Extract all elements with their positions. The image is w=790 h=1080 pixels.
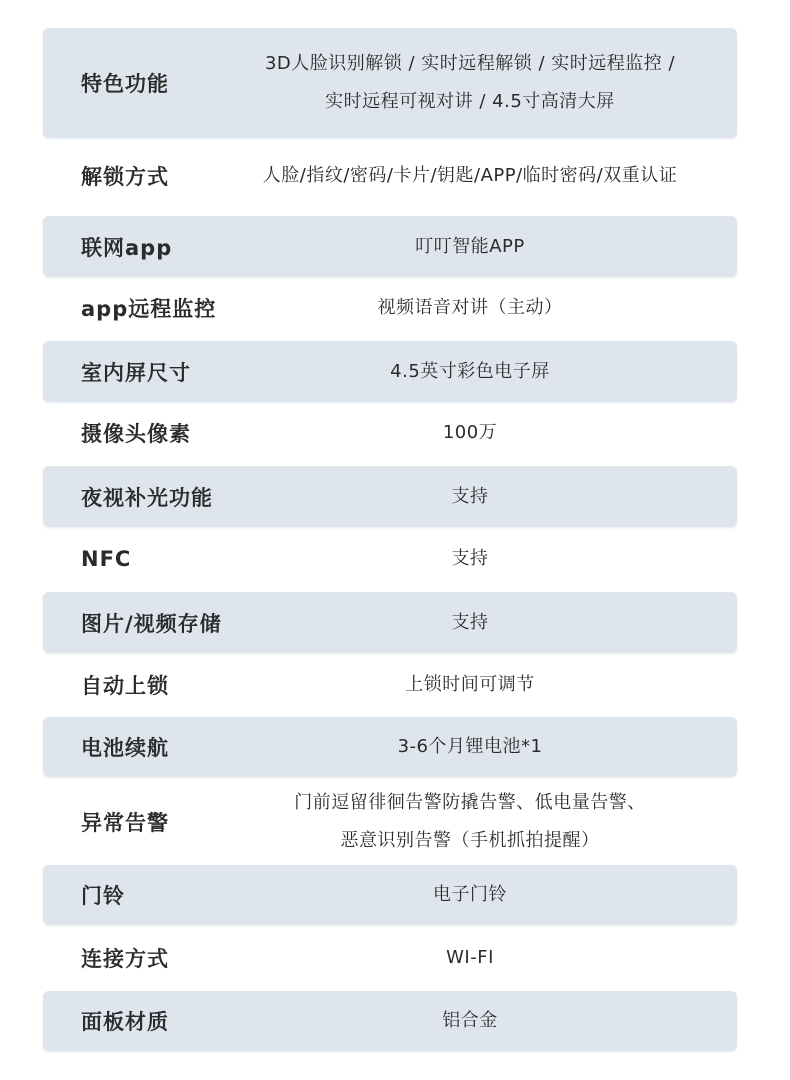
spec-value: [203, 1002, 737, 1040]
spec-value: [203, 728, 737, 766]
spec-value: [203, 414, 737, 452]
spec-value-line: 支持: [451, 548, 489, 569]
spec-value-line: 支持: [451, 611, 489, 633]
spec-value: [203, 540, 737, 578]
spec-row-unlock-methods: [43, 145, 737, 207]
spec-value: [203, 228, 737, 266]
spec-value-line: 恶意识别告警（手机抓拍提醒）: [340, 830, 600, 851]
spec-row-connection: [43, 929, 737, 987]
spec-row-remote-monitor: [43, 279, 737, 337]
spec-value: [203, 876, 737, 914]
spec-value: [203, 666, 737, 704]
spec-value-line: 人脸/指纹/密码/卡片/钥匙/APP/临时密码/双重认证: [262, 165, 678, 186]
spec-value-line: 叮叮智能APP: [415, 235, 525, 257]
spec-label: 夜视补光功能: [81, 485, 213, 510]
spec-row-battery: [43, 717, 737, 777]
spec-label: 特色功能: [81, 72, 169, 96]
spec-label: app远程监控: [81, 297, 217, 321]
spec-value: [203, 289, 737, 327]
spec-value-line: 铝合金: [442, 1010, 498, 1031]
spec-value: [203, 604, 737, 642]
spec-value: [203, 478, 737, 516]
spec-value: [203, 157, 737, 195]
spec-row-doorbell: [43, 865, 737, 925]
spec-row-app: [43, 216, 737, 277]
spec-label: 联网app: [81, 235, 173, 260]
spec-value: [203, 939, 737, 977]
spec-value: [203, 784, 737, 860]
spec-label: 连接方式: [81, 947, 169, 971]
spec-row-auto-lock: [43, 656, 737, 714]
spec-label: 摄像头像素: [81, 422, 191, 446]
spec-label: 解锁方式: [81, 165, 169, 189]
spec-value-line: 视频语音对讲（主动）: [377, 297, 563, 318]
spec-value-line: 电子门铃: [433, 884, 507, 905]
spec-label: 电池续航: [81, 736, 169, 760]
spec-label: 门铃: [81, 884, 125, 908]
spec-row-panel-material: [43, 991, 737, 1051]
spec-value-line: 100万: [442, 422, 498, 443]
spec-row-alerts: [43, 782, 737, 862]
spec-row-nfc: [43, 530, 737, 588]
spec-label: 面板材质: [81, 1010, 169, 1034]
spec-value: [203, 353, 737, 391]
spec-value-line: 4.5英寸彩色电子屏: [390, 360, 550, 382]
spec-value-line: 支持: [451, 485, 489, 507]
spec-value-line: 上锁时间可调节: [405, 674, 535, 695]
spec-label: 图片/视频存储: [81, 611, 222, 636]
spec-value-line: 3D人脸识别解锁 / 实时远程解锁 / 实时远程监控 /: [264, 53, 676, 74]
spec-row-storage: [43, 592, 737, 653]
spec-row-features: [43, 28, 737, 138]
spec-label: 自动上锁: [81, 674, 169, 698]
spec-label: 异常告警: [81, 811, 169, 835]
spec-label: 室内屏尺寸: [81, 360, 191, 385]
spec-value-line: 实时远程可视对讲 / 4.5寸高清大屏: [325, 91, 615, 112]
spec-row-night-vision: [43, 466, 737, 527]
spec-value-line: WI-FI: [446, 947, 494, 968]
spec-row-camera: [43, 404, 737, 462]
spec-value: [203, 45, 737, 121]
spec-row-screen-size: [43, 341, 737, 402]
spec-value-line: 门前逗留徘徊告警防撬告警、低电量告警、: [294, 792, 646, 813]
spec-label: NFC: [81, 547, 132, 571]
spec-value-line: 3-6个月锂电池*1: [397, 736, 543, 757]
